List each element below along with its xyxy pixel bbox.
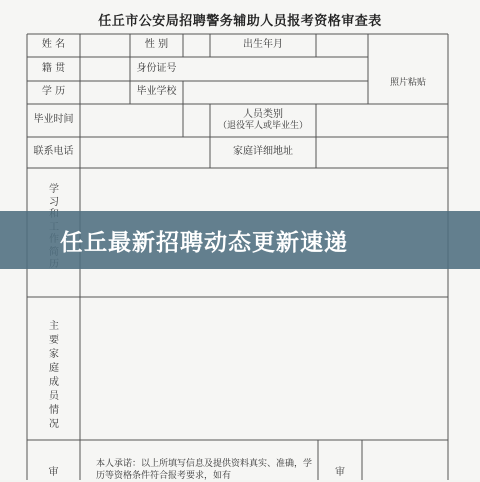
family-members-label: 主要家庭成员情况: [49, 321, 59, 430]
birth-label: 出生年月: [243, 39, 283, 51]
phone-label: 联系电话: [33, 146, 74, 158]
form-title: 任丘市公安局招聘警务辅助人员报考资格审查表: [98, 14, 382, 29]
native-place-label: 籍 贯: [41, 62, 66, 74]
home-address-label: 家庭详细地址: [233, 146, 293, 158]
review-label-right: 审: [335, 466, 345, 478]
photo-placeholder: 照片粘贴: [389, 78, 426, 89]
graduate-school-label: 毕业学校: [136, 86, 177, 98]
review-label-left: 审: [48, 466, 59, 478]
gender-label: 性 别: [144, 39, 169, 51]
headline-text: 任丘最新招聘动态更新速递: [60, 229, 348, 256]
study-work-history-label: 学习: [49, 184, 59, 208]
headline-banner: [0, 211, 480, 269]
applicant-pledge-text: 本人承诺：以上所填写信息及提供资料真实、准确，学历等资格条件符合报考要求，如有: [96, 459, 313, 481]
personnel-type-cell: [210, 104, 316, 137]
name-label: 姓 名: [41, 39, 66, 51]
personnel-type-note: （退役军人或毕业生）: [217, 121, 308, 132]
personnel-type-label: 人员类别: [243, 108, 283, 120]
id-number-label: 身份证号: [136, 62, 177, 74]
graduation-time-label: 毕业时间: [33, 114, 74, 126]
education-label: 学 历: [41, 86, 66, 98]
